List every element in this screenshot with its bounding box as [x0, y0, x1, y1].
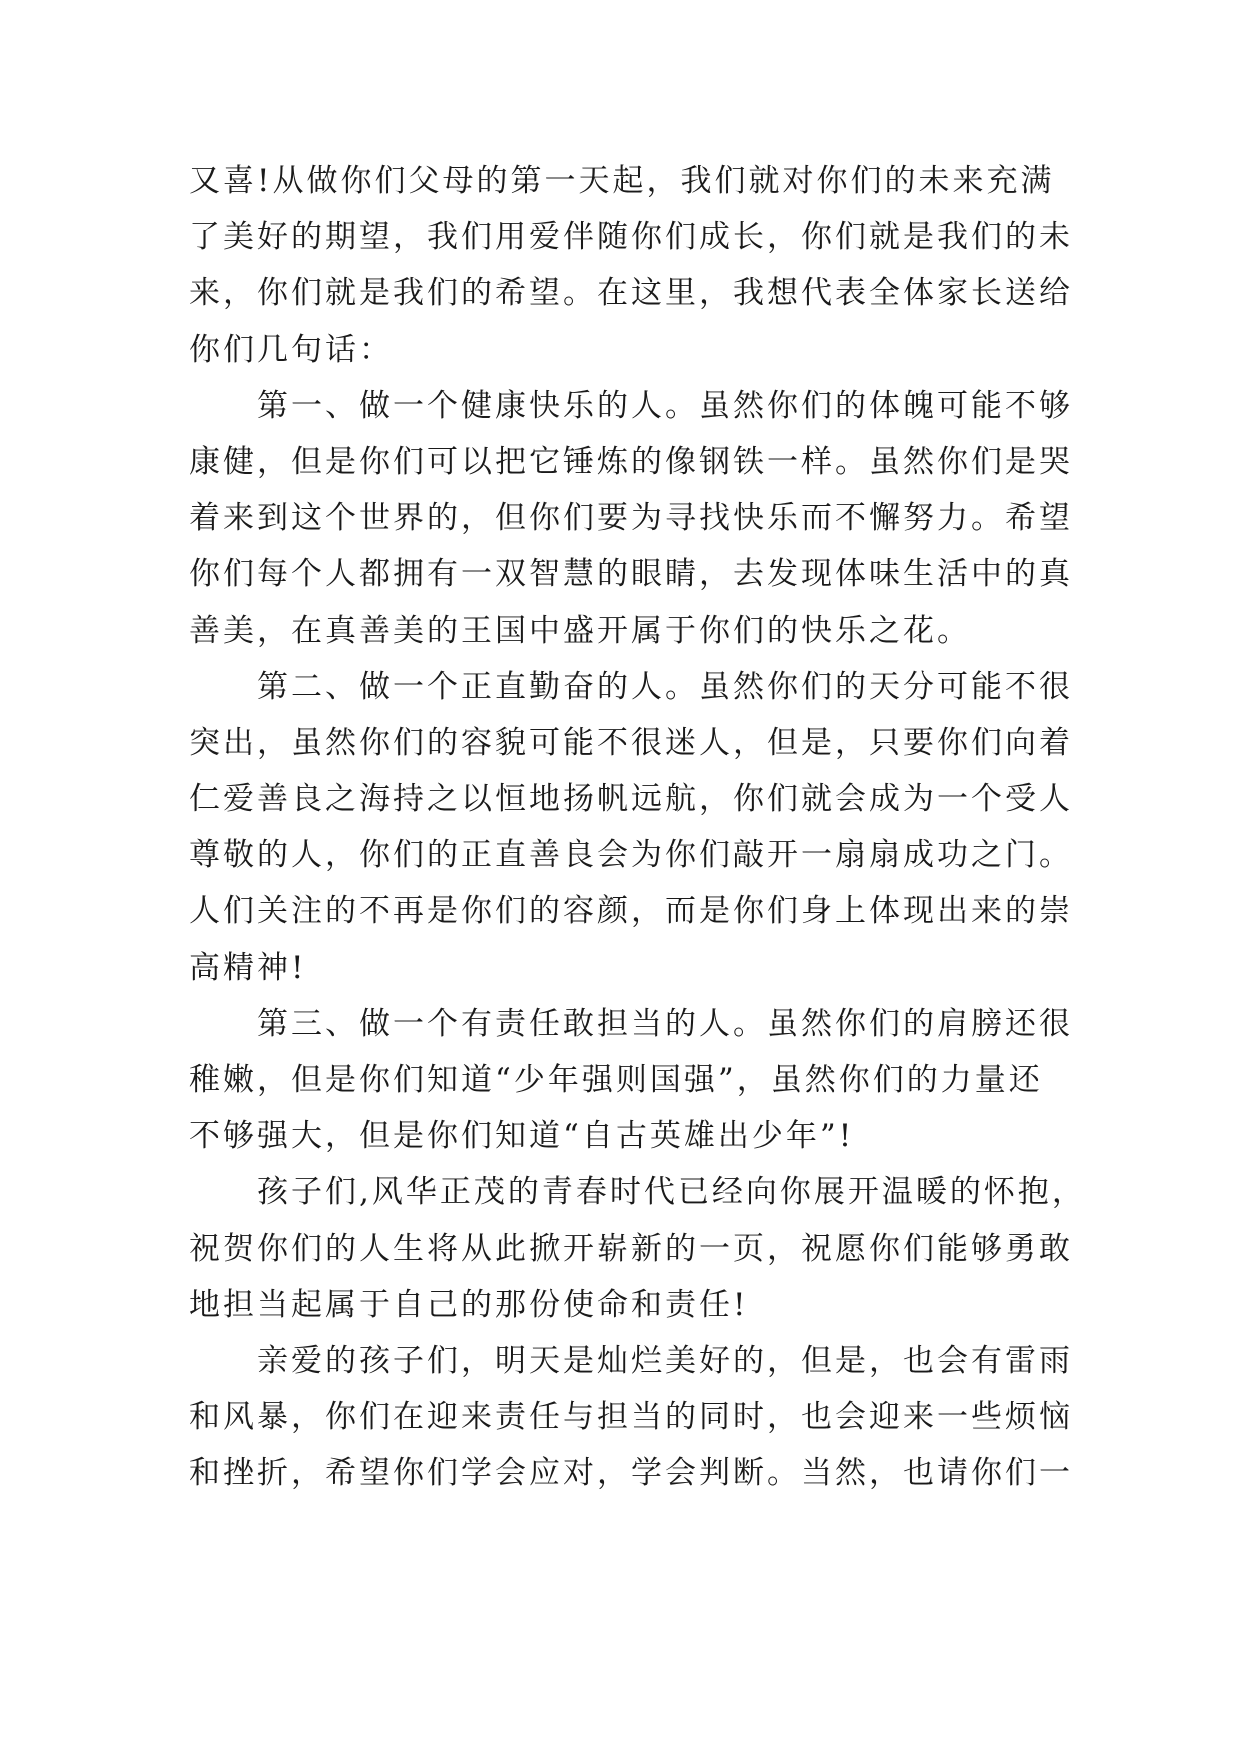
text-line: 尊敬的人，你们的正直善良会为你们敲开一扇扇成功之门。 — [189, 837, 1073, 874]
text-line: 稚嫩，但是你们知道“少年强则国强”，虽然你们的力量还 — [189, 1062, 1043, 1098]
text-line: 第三、做一个有责任敢担当的人。虽然你们的肩膀还很 — [189, 1005, 1073, 1042]
text-line: 善美，在真善美的王国中盛开属于你们的快乐之花。 — [189, 612, 971, 649]
text-line: 高精神! — [189, 949, 307, 986]
text-line: 第一、做一个健康快乐的人。虽然你们的体魄可能不够 — [189, 387, 1073, 424]
text-line: 又喜!从做你们父母的第一天起，我们就对你们的未来充满 — [189, 163, 1055, 199]
text-line: 第二、做一个正直勤奋的人。虽然你们的天分可能不很 — [189, 668, 1073, 705]
text-line: 和挫折，希望你们学会应对，学会判断。当然，也请你们一 — [189, 1455, 1073, 1492]
text-line: 祝贺你们的人生将从此掀开崭新的一页，祝愿你们能够勇敢 — [189, 1230, 1073, 1267]
text-line: 着来到这个世界的，但你们要为寻找快乐而不懈努力。希望 — [189, 500, 1073, 537]
text-line: 康健，但是你们可以把它锤炼的像钢铁一样。虽然你们是哭 — [189, 443, 1073, 480]
text-line: 突出，虽然你们的容貌可能不很迷人，但是，只要你们向着 — [189, 724, 1073, 761]
body-text — [189, 153, 1086, 1502]
text-line: 孩子们,风华正茂的青春时代已经向你展开温暖的怀抱， — [189, 1174, 1086, 1211]
text-line: 仁爱善良之海持之以恒地扬帆远航，你们就会成为一个受人 — [189, 781, 1073, 818]
text-line: 你们每个人都拥有一双智慧的眼睛，去发现体味生活中的真 — [189, 556, 1073, 593]
text-line: 人们关注的不再是你们的容颜，而是你们身上体现出来的崇 — [189, 893, 1073, 930]
text-line: 了美好的期望，我们用爱伴随你们成长，你们就是我们的未 — [189, 219, 1073, 256]
text-line: 和风暴，你们在迎来责任与担当的同时，也会迎来一些烦恼 — [189, 1399, 1073, 1436]
text-line: 来，你们就是我们的希望。在这里，我想代表全体家长送给 — [189, 275, 1073, 312]
text-line: 亲爱的孩子们，明天是灿烂美好的，但是，也会有雷雨 — [189, 1342, 1073, 1379]
text-line: 不够强大，但是你们知道“自古英雄出少年”! — [189, 1118, 855, 1155]
text-line: 你们几句话： — [189, 331, 393, 368]
text-line: 地担当起属于自己的那份使命和责任! — [189, 1286, 749, 1323]
